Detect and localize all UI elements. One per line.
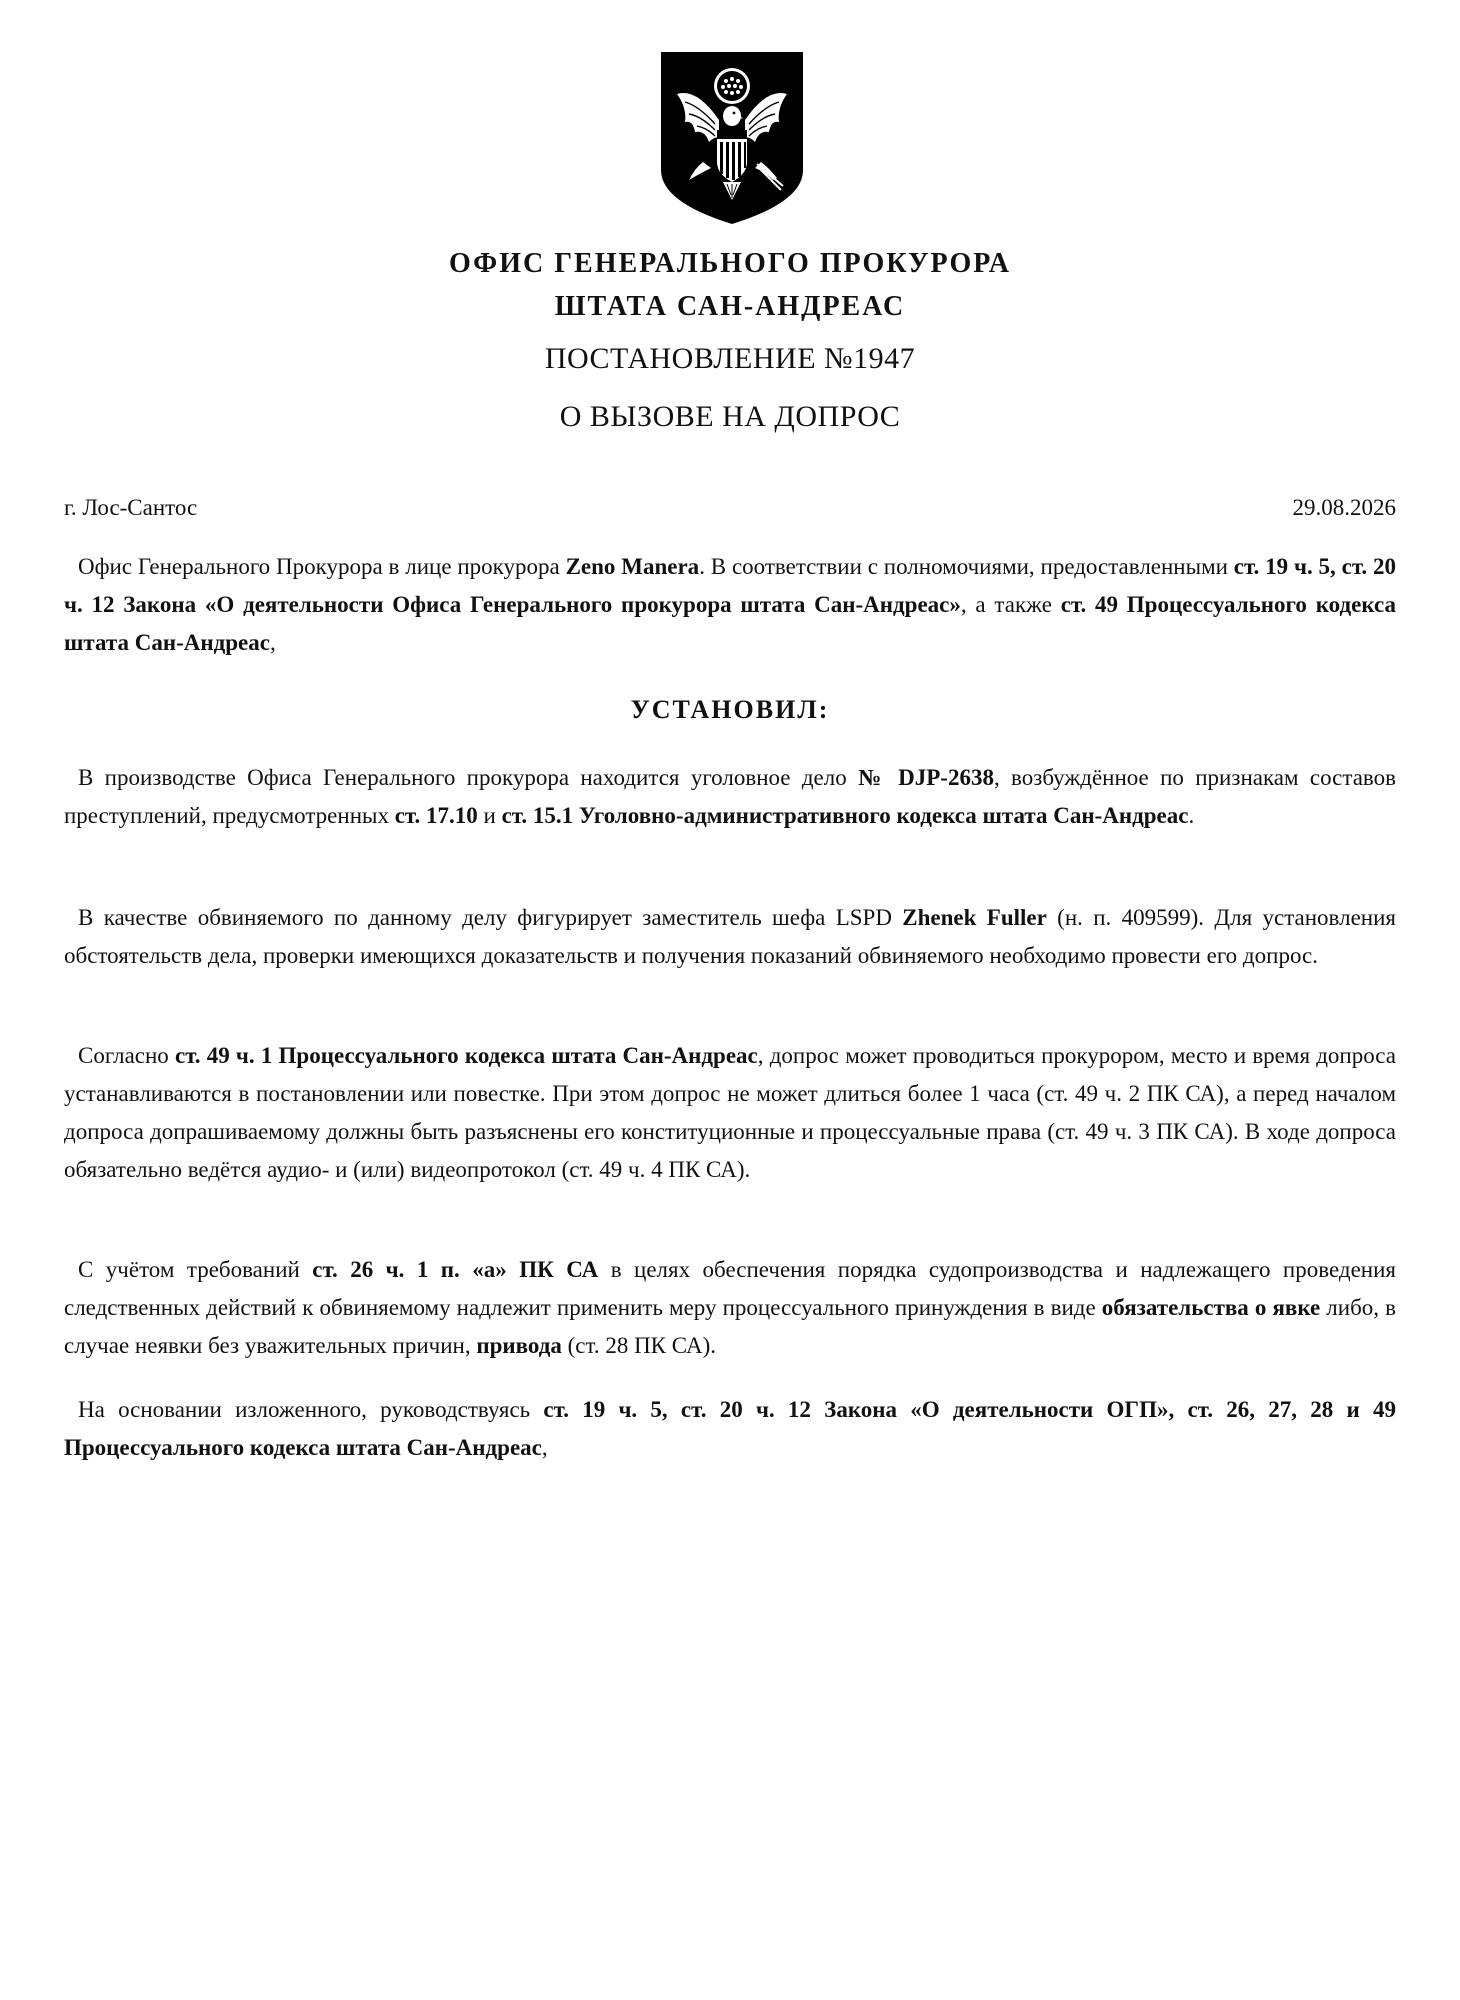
accused-name: Zhenek Fuller [902, 905, 1047, 930]
office-title: ОФИС ГЕНЕРАЛЬНОГО ПРОКУРОРА [449, 248, 1011, 279]
case-number: № DJP-2638 [858, 765, 994, 790]
prosecutor-name: Zeno Manera [565, 554, 700, 579]
state-title: ШТАТА САН-АНДРЕАС [554, 291, 906, 322]
decree-number: ПОСТАНОВЛЕНИЕ №1947 [544, 342, 916, 375]
paragraph-case: В производстве Офиса Генерального прокурора находится уголовное дело № DJP-2638, возбуждённое по признакам составов преступлений, предусмотренных ст. 17.10 и ст. 15.1 Уголовно-административного кодекса штата Сан-Андреас. [64, 765, 1396, 828]
city: г. Лос-Сантос [64, 495, 198, 520]
paragraph-grounds: На основании изложенного, руководствуясь ст. 19 ч. 5, ст. 20 ч. 12 Закона «О деятельности ОГП», ст. 26, 27, 28 и 49 Процессуального кодекса штата Сан-Андреас, [64, 1397, 1396, 1460]
established-heading: УСТАНОВИЛ: [630, 695, 830, 724]
intro-paragraph: Офис Генерального Прокурора в лице прокурора Zeno Manera. В соответствии с полномочиями, предоставленными ст. 19 ч. 5, ст. 20 ч. 12 Закона «О деятельности Офиса Генерального прокурора штата Сан-Андреас», а также ст. 49 Процессуального кодекса штата Сан-Андреас, [64, 554, 1396, 655]
eagle-seal-icon [659, 50, 805, 226]
paragraph-accused: В качестве обвиняемого по данному делу фигурирует заместитель шефа LSPD Zhenek Fuller (н. п. 409599). Для установления обстоятельств дела, проверки имеющихся доказательств и получения показаний обвиняемого необходимо провести его допрос. [64, 905, 1396, 968]
document-date: 29.08.2026 [1292, 495, 1396, 520]
paragraph-interrogation-rules: Согласно ст. 49 ч. 1 Процессуального кодекса штата Сан-Андреас, допрос может проводиться прокурором, место и время допроса устанавливаются в постановлении или повестке. При этом допрос не может длиться более 1 часа (ст. 49 ч. 2 ПК СА), а перед началом допроса допрашиваемому должны быть разъяснены его конституционные и процессуальные права (ст. 49 ч. 3 ПК СА). В ходе допроса обязательно ведётся аудио- и (или) видеопротокол (ст. 49 ч. 4 ПК СА). [64, 1043, 1396, 1182]
paragraph-coercion: С учётом требований ст. 26 ч. 1 п. «а» ПК СА в целях обеспечения порядка судопроизводства и надлежащего проведения следственных действий к обвиняемому надлежит применить меру процессуального принуждения в виде обязательства о явке либо, в случае неявки без уважительных причин, привода (ст. 28 ПК СА). [64, 1257, 1396, 1358]
decree-subject: О ВЫЗОВЕ НА ДОПРОС [559, 400, 901, 433]
